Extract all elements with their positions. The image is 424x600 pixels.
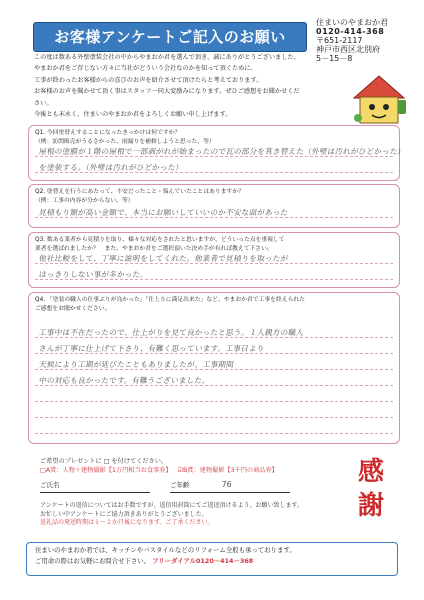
kansha-calligraphy [352, 455, 390, 527]
name-label: ご氏名 [40, 481, 60, 489]
answer-line [35, 401, 393, 402]
present-option-b[interactable]: ☑B賞：建物撮影【3千円の商品券】 [177, 467, 278, 474]
bottom-line-1: 住まいのやまおか君では、キッチンやバスタイルなどのリフォーム全般も承っております。 [35, 546, 296, 554]
name-age-row [40, 480, 290, 494]
footnote-line: お忙しい中アンケートにご協力頂きありがとうございました。 [40, 510, 208, 518]
name-field[interactable] [40, 480, 150, 493]
question-1-answer-1: 屋根の塗膜が１階の屋根で一部剥がれが始まったので瓦の部分を葺き替えた（外壁は汚れがひどかった） [38, 147, 406, 156]
answer-line [35, 433, 393, 434]
answer-line [35, 417, 393, 418]
footnote-line: 返礼品の発送時期は１～２か月後になります。ご了承ください。 [40, 519, 214, 527]
question-2-answer-1: 見積もり額が高い金額で、本当にお願いしていいのか不安な面があった [38, 208, 289, 217]
kansha-text: 感謝 [357, 457, 384, 521]
question-4-answer-2: さんが丁寧に仕上げて下さり、有難く思っています。工事日より [38, 344, 266, 353]
intro-line: お客様のお声を聞かせて頂く事はスタッフ一同大変励みになります。ぜひご感想をお聞かせください。 [34, 88, 300, 107]
question-4-label: Q4. 「塗装の職人の仕事ぶりが良かった」「仕上りに満足出来た」など、やまおか君で工事を終えられた [35, 297, 305, 303]
intro-text [34, 52, 302, 120]
mascot-house-icon [348, 70, 410, 128]
intro-line: 工事が終わったお客様からの喜びのお声を紹介させて頂けたらと考えております。 [34, 76, 263, 84]
question-3-label-2: 業者を選ばれましたか？ また、やまおか君をご選択頂いた決め手が有れば教えて下さい。 [35, 246, 273, 252]
present-section [40, 457, 278, 475]
question-4-label-2: ご感想をお聞かせください。 [35, 306, 111, 312]
question-3-text [35, 236, 285, 254]
question-4-answer-3: 天候により工期が延びたこともありましたが、工事期間 [38, 360, 235, 369]
question-1-answer-2: を塗装する。（外壁は汚れがひどかった） [38, 163, 184, 172]
question-3-answer-1: 他社比較をして、丁寧に説明をしてくれた。他業者で見積りを取ったが [38, 254, 289, 263]
age-label: ご年齢 [170, 481, 190, 489]
bottom-notice [26, 542, 398, 576]
present-option-a[interactable]: □A賞：人物＋建物撮影【1万円相当お食事券】 [40, 467, 172, 474]
company-info [316, 18, 388, 63]
question-2-label: Q2. 塗替えを行うにあたって、不安だったこと・悩んでいたことはありますか？ [35, 189, 244, 195]
question-1-box [28, 125, 406, 181]
question-2-text [35, 188, 244, 206]
question-3-label: Q3. 数ある業者から見積りを取り、様々な対応をされたと思いますが、どういった点を重視して [35, 237, 285, 243]
bottom-line-2-prefix: ご用命の際はお気軽にお問合せ下さい。 [35, 557, 151, 565]
intro-line: 今後とも末永く、住まいのやまおか君をよろしくお願い申し上げます。 [34, 111, 232, 119]
bottom-line-2 [35, 556, 389, 567]
question-4-answer-1: 工事中は不在だったので、仕上がりを見て良かったと思う。１人親方の職人 [38, 328, 305, 337]
question-1-label: Q1. 今回塗替えすることになったきっかけは何ですか？ [35, 130, 181, 136]
question-3-box [28, 232, 400, 288]
company-postal: 〒651-2117 [316, 36, 363, 45]
question-3-answer-2: はっきりしない事が多かった。 [38, 270, 149, 279]
question-4-answer-4: 中の対応も良かったです。有難うございました。 [38, 376, 211, 385]
survey-title: お客様アンケートご記入のお願い [33, 22, 307, 52]
question-4-box [28, 292, 400, 444]
company-name: 住まいのやまおか君 [316, 18, 388, 27]
footnote [40, 502, 303, 528]
company-address-1: 神戸市西区北別府 [316, 45, 380, 54]
company-address-2: 5－15－8 [316, 54, 353, 63]
question-2-box [28, 184, 400, 228]
intro-line: やまおか君をご存じない方々に当社がどういう会社なのかを知って頂くために、 [34, 65, 257, 73]
intro-line: この度は数ある外壁塗装会社の中からやまおか君を選んで頂き、誠にありがとうございました。 [34, 54, 300, 61]
question-1-text [35, 129, 215, 147]
question-1-example: （例：訪問販売がうるさかった、雨漏りを補修しようと思った、等） [35, 139, 215, 145]
present-lead: ご希望のプレゼントに □ を付けてください。 [40, 458, 168, 465]
free-dial-number[interactable]: フリーダイアル0120－414－368 [152, 557, 254, 565]
age-value: 76 [221, 480, 232, 489]
question-2-example: （例：工事の内容が分からない、等） [35, 198, 134, 204]
age-field[interactable] [170, 480, 290, 493]
question-4-text [35, 296, 305, 314]
company-phone: 0120-414-368 [316, 27, 385, 36]
footnote-line: アンケートの返信についてはお手数ですが、返信用封筒にてご返送頂けるよう、お願い致します。 [40, 502, 304, 509]
